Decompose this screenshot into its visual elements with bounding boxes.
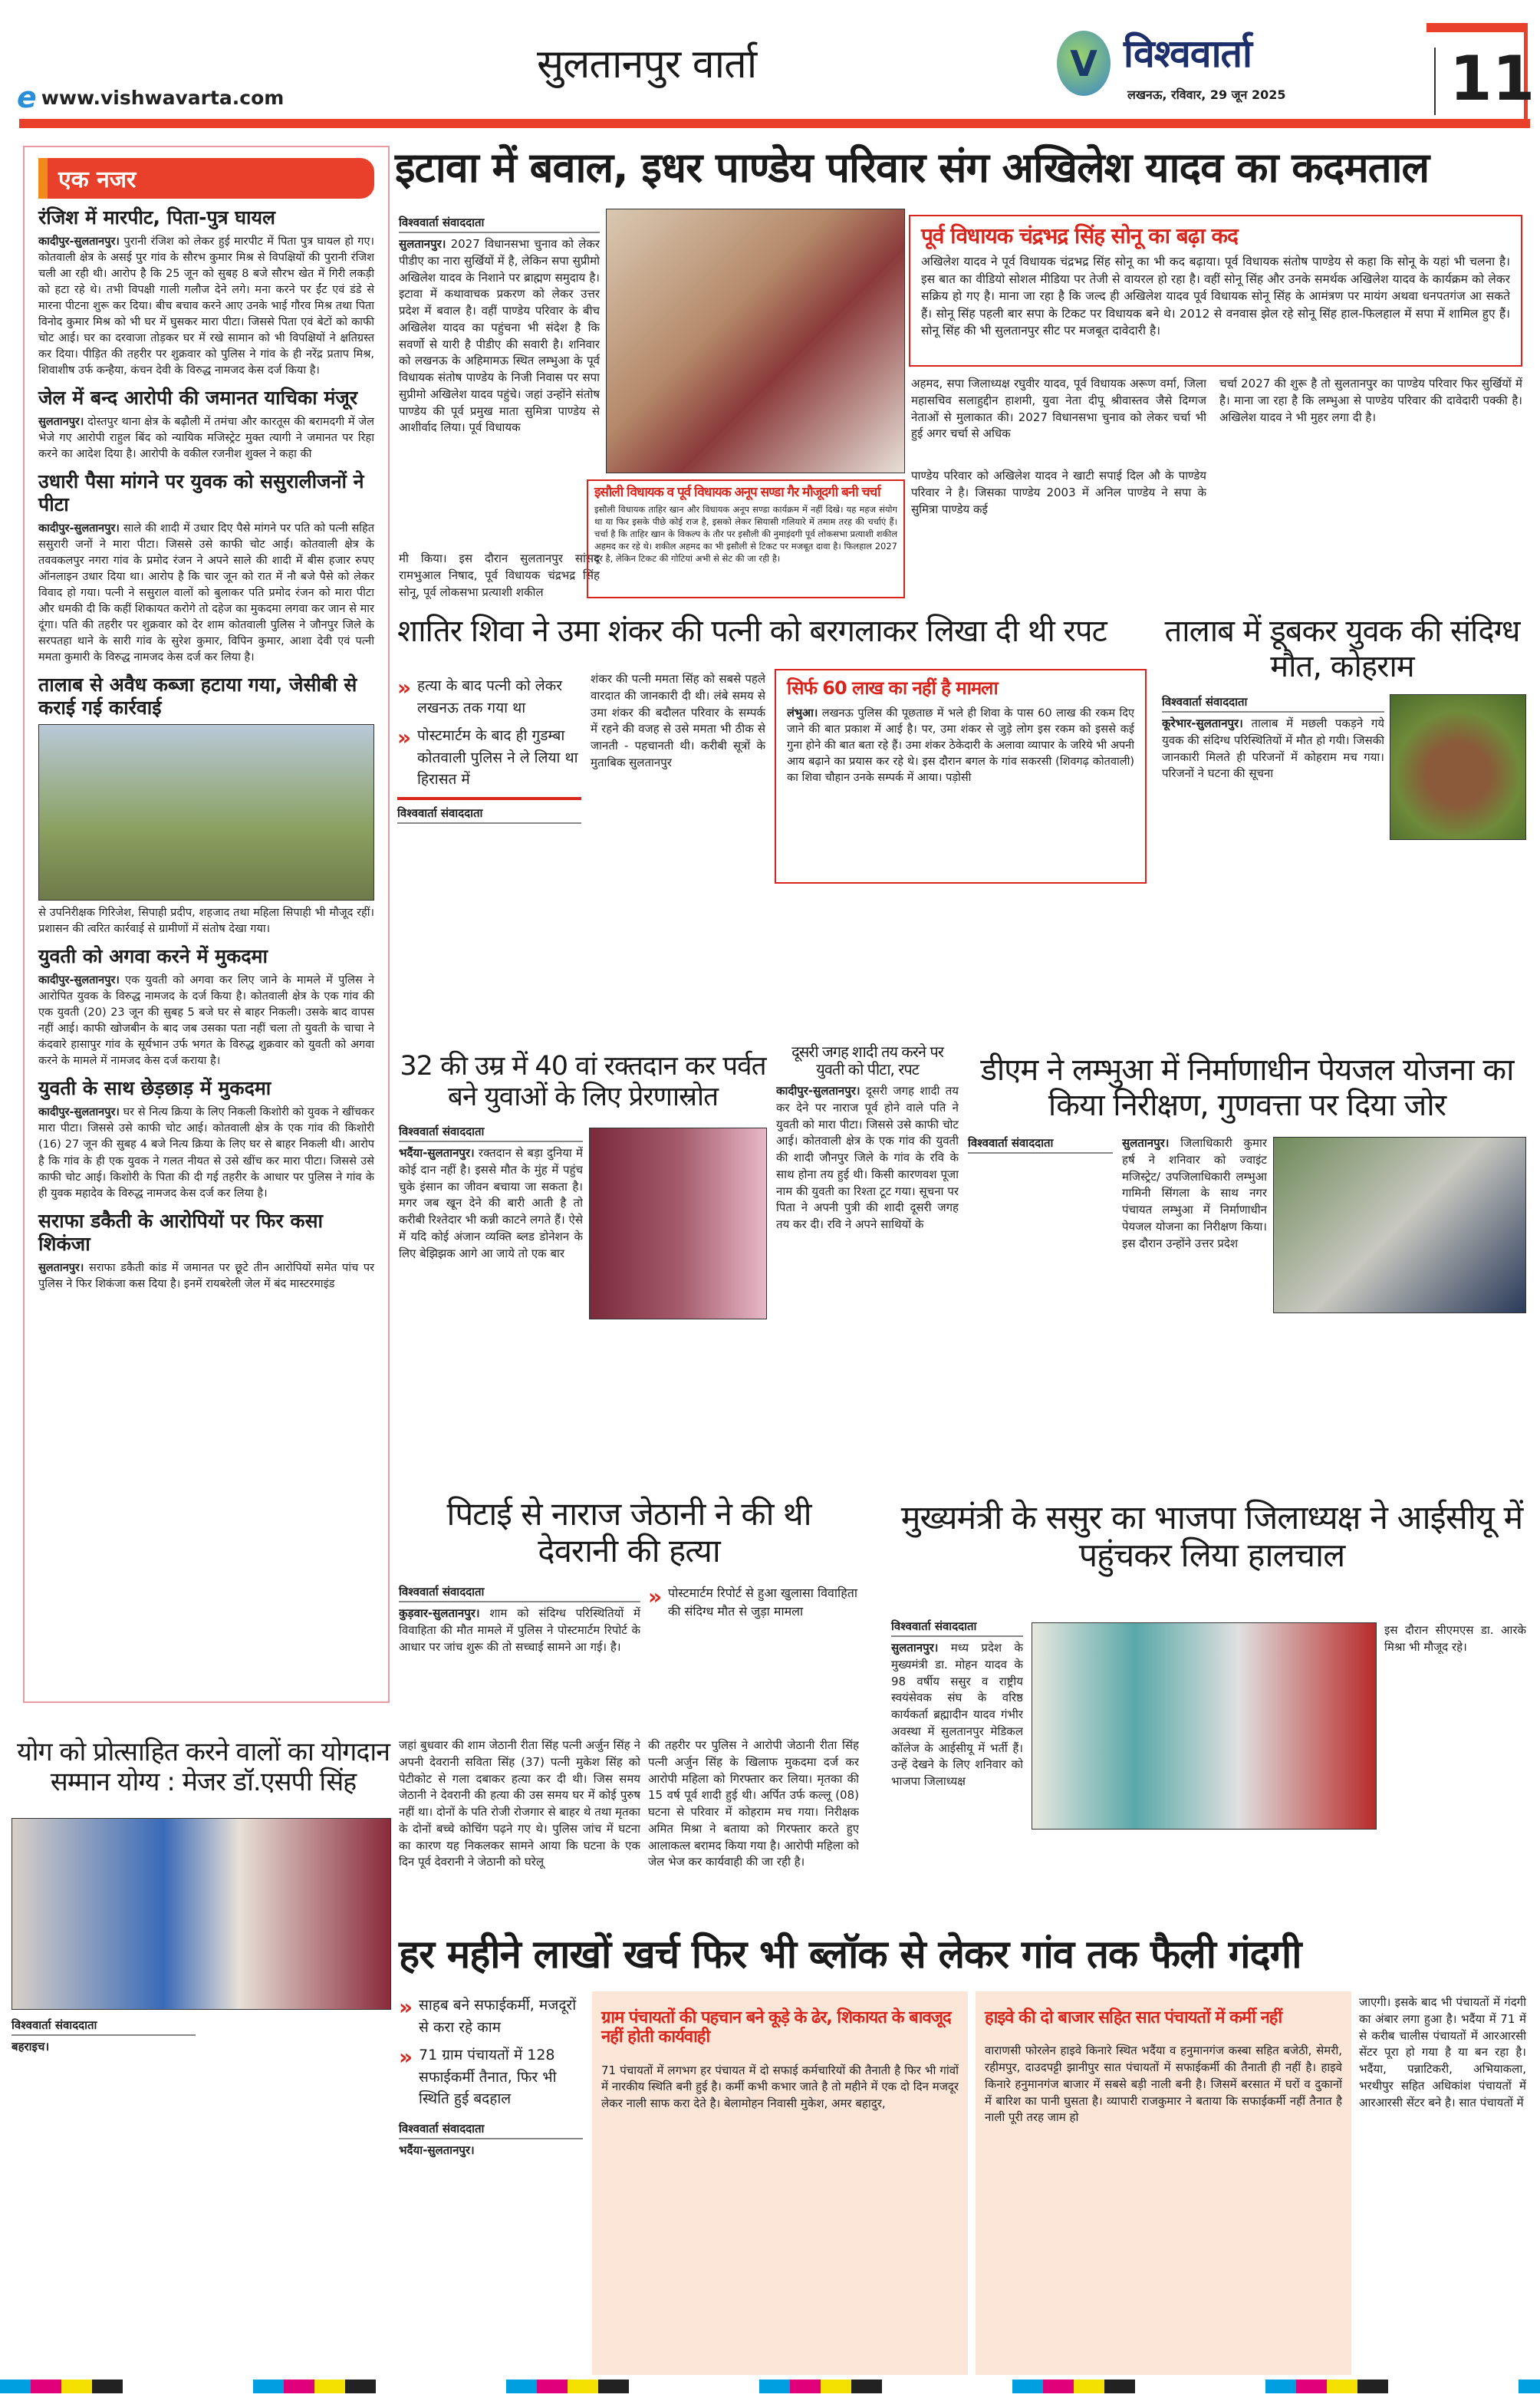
blood-headline: 32 की उम्र में 40 वां रक्तदान कर पर्वत बने युवाओं के लिए प्रेरणास्रोत bbox=[400, 1051, 766, 1113]
blood-text: विश्ववार्ता संवाददाता भदैंया-सुलतानपुर। रक्तदान से बड़ा दुनिया में कोई दान नहीं है। इससे मौत के मुंह में पहुंच चुके इंसान का जीवन बचाया जा सकता है। मगर जब खून देने की बारी आती है तो करीबी रिश्तेदार भी कन्नी काटने लगते हैं। ऐसे में यदि कोई अंजान व्यक्ति ब्लड डोनेशन के लिए बेझिझक आगे आ जाये तो एक बार bbox=[399, 1125, 583, 1260]
yoga-headline: योग को प्रोत्साहित करने वालों का योगदान सम्मान योग्य : मेजर डॉ.एसपी सिंह bbox=[16, 1737, 390, 1798]
jcb-photo bbox=[38, 724, 374, 901]
sidebar-story: उधारी पैसा मांगने पर युवक को ससुरालीजनों ने पीटा कादीपुर-सुलतानपुर। साले की शादी में उधार दिए पैसे मांगने पर पति को पत्नी सहित ससुरारी जनों ने मारा पीटा। जिससे उसे काफी चोट आई। कोतवाली क्षेत्र के तववकलपुर नगरा गांव के प्रमोद रंजन ने अपने साले की शादी में बीस हजार रुपए ऑनलाइन उधार दिया था। आरोप है कि चार जून को रात में नौ बजे पैसे को लेकर विवाद हो गया। पत्नी ने ससुराल वालों को बुलाकर पति प्रमोद रंजन को मारा पीटा और धमकी दी कि कहीं शिकायत करोगे तो दहेज का मुकदमा लगवा कर जान से मार दूंगा। पति की तहरीर पर शुक्रवार को देर शाम कोतवाली पुलिस ने जौनपुर जिले के सरपतहा थाने के सारी गांव के सुरेश कुमार, विपिन कुमार, आशा देवी एवं पत्नी ममता कुमारी के विरुद्ध नामजद केस दर्ज कर लिया है। bbox=[38, 470, 374, 664]
garbage-box1: ग्राम पंचायतों की पहचान बने कूड़े के ढेर, शिकायत के बावजूद नहीं होती कार्यवाही 71 पंचायतों में लगभग हर पंचायत में दो सफाई कर्मचारियों की तैनाती है फिर भी गांवों में नारकीय स्थिति बनी हुई है। कर्मी कभी कभार जाते है तो महीने में एक दो दिन मजदूर लेकर नाली साफ करा देते है। बेलामोहन निवासी मुकेश, अमर बहादुर, bbox=[592, 1991, 968, 2375]
divider bbox=[1434, 48, 1436, 115]
marriage-story: दूसरी जगह शादी तय करने पर युवती को पीटा, रपट कादीपुर-सुलतानपुर। दूसरी जगह शादी तय कर देने पर नाराज पूर्व होने वाले पति ने युवती को मारा पीटा। जिससे उसे काफी चोट आई। कोतवाली क्षेत्र के एक गांव की युवती की शादी जौनपुर जिले के गांव के रवि के साथ होना तय हुई थी। किसी कारणवश पूजा नाम की युवती का रिश्ता टूट गया। सूचना पर पिता ने अपनी पुत्री की शादी दूसरी जगह तय कर दी। रवि ने अपने साथियों के bbox=[776, 1042, 959, 1231]
sonu-box: पूर्व विधायक चंद्रभद्र सिंह सोनू का बढ़ा कद अखिलेश यादव ने पूर्व विधायक चंद्रभद्र सिंह सोनू का भी कद बढ़ाया। पूर्व विधायक संतोष पाण्डेय से कहा कि सोनू के यहां भी चलना है। इस बात का वीडियो सोशल मीडिया पर तेजी से वायरल हो रहा है। वहीं सोनू सिंह और उनके समर्थक अखिलेश यादव के कार्यक्रम को लेकर सक्रिय हो गए है। माना जा रहा है कि जल्द ही अखिलेश यादव पूर्व विधायक सोनू सिंह के आमंत्रण पर मायंग अथवा धनपतगंज आ सकते हैं। सोनू सिंह पहली बार सपा के टिकट पर विधायक बने थे। 2012 से वनवास झेल रहे सोनू सिंह हाल-फिलहाल में सपा में शामिल हुए हैं। सोनू सिंह की भी सुलतानपुर सीट पर मजबूत दावेदारी है। bbox=[909, 215, 1522, 367]
garbage-bullets: » साहब बने सफाईकर्मी, मजदूरों से करा रहे काम » 71 ग्राम पंचायतों में 128 सफाईकर्मी तैनात, फिर भी स्थिति हुई बदहाल विश्ववार्ता संवाददाता भदैंया-सुलतानपुर। bbox=[399, 1994, 583, 2159]
garbage-headline: हर महीने लाखों खर्च फिर भी ब्लॉक से लेकर गांव तक फैली गंदगी bbox=[399, 1932, 1301, 1978]
page-number: 11 bbox=[1450, 43, 1535, 114]
sidebar-story: युवती के साथ छेड़छाड़ में मुकदमा कादीपुर-सुलतानपुर। घर से नित्य क्रिया के लिए निकली किशोरी को युवक ने खींचकर मारा पीटा। जिससे उसे काफी चोट आई। कोतवाली क्षेत्र के एक गांव की किशोरी (16) 27 जून की सुबह 4 बजे नित्य क्रिया के लिए घर से बाहर निकली थी। आरोप है कि गांव के ही एक युवक ने गलत नीयत से उसे खींच कर मारा पीटा। जिससे उसे काफी चोट आई। किशोरी के पिता की दी गई तहरीर के आधार पर पुलिस ने गांव के ही युवक महादेव के विरुद्ध नामजद केस दर्ज कर लिया है। bbox=[38, 1077, 374, 1200]
sixty-lakh-box: सिर्फ 60 लाख का नहीं है मामला लंभुआ। लखनऊ पुलिस की पूछताछ में भले ही शिवा के पास 60 लाख की रकम दिए जाने की बात प्रकाश में आई है। पर, उमा शंकर से जुड़े लोग इस रकम को इससे कई गुना होने की बात बता रहे हैं। उमा शंकर ठेकेदारी के अलावा व्यापार के जरिये भी अपनी आय बढ़ाने का प्रयास कर रहे थे। इस दौरान बगल के गांव सकरसी (शिवगढ़ कोतवाली) का शिवा चौहान उनके सम्पर्क में आया। पड़ोसी bbox=[775, 669, 1147, 884]
website-link[interactable]: e www.vishwavarta.com bbox=[17, 81, 285, 114]
paper-name: विश्ववार्ता bbox=[1124, 31, 1252, 76]
jethani-headline: पिटाई से नाराज जेठानी ने की थी देवरानी की हत्या bbox=[446, 1495, 811, 1570]
isauli-box: इसौली विधायक व पूर्व विधायक अनूप सण्डा गैर मौजूदगी बनी चर्चा इसौली विधायक ताहिर खान और विधायक अनूप सण्डा कार्यक्रम में नहीं दिखे। यह महज संयोग था या फिर इसके पीछे कोई राज है, इसको लेकर सियासी गलियारे में तमाम तरह की चर्चाएं हैं। चर्चा है कि ताहिर खान के विकल्प के तौर पर इसौली की नुमाइंदगी पूर्व लोकसभा प्रत्याशी शकील अहमद कर रहे थे। शकील अहमद का भी इसौली से टिकट पर मजबूत दावा है। फिलहाल 2027 दूर है, लेकिन टिकट की गोटियां अभी से सेट की जा रही है। bbox=[587, 479, 905, 598]
cm-text: विश्ववार्ता संवाददाता सुलतानपुर। मध्य प्रदेश के मुख्यमंत्री डा. मोहन यादव के 98 वर्षीय ससुर व राष्ट्रीय स्वयंसेवक संघ के वरिष्ठ कार्यकर्ता ब्रह्मादीन यादव गंभीर अवस्था में सुलतानपुर मेडिकल कॉलेज के आईसीयू में भर्ती हैं। उन्हें देखने के लिए शनिवार को भाजपा जिलाध्यक्ष bbox=[891, 1619, 1023, 1788]
dateline: लखनऊ, रविवार, 29 जून 2025 bbox=[1127, 87, 1286, 102]
shiva-byline: विश्ववार्ता संवाददाता bbox=[397, 805, 581, 827]
pond-headline: तालाब में डूबकर युवक की संदिग्ध मौत, कोहराम bbox=[1164, 614, 1520, 684]
page-number-box bbox=[1426, 23, 1535, 124]
jethani-text: विश्ववार्ता संवाददाता कुड़वार-सुलतानपुर। शाम को संदिग्ध परिस्थितियों में विवाहिता की मौत मामले में पुलिस ने पोस्टमार्टम रिपोर्ट के आधार पर जांच शुरू की तो सच्चाई सामने आ गई। है। bbox=[399, 1585, 640, 1654]
sidebar-story: जेल में बन्द आरोपी की जमानत याचिका मंजूर सुलतानपुर। दोस्तपुर थाना क्षेत्र के बढ़ौली में तमंचा और कारतूस की बरामदगी में जेल भेजे गए आरोपी राहुल बिंद को न्यायिक मजिस्ट्रेट मुक्त त्यागी ने जमानत पर रिहा करने का आदेश दिया है। आरोपी के वकील रजनीश शुक्ल ने कहा की bbox=[38, 387, 374, 461]
browser-e-icon: e bbox=[17, 81, 37, 114]
sidebar-label: एक नजर bbox=[38, 158, 374, 199]
garbage-right: जाएगी। इसके बाद भी पंचायतों में गंदगी का अंबार लगा हुआ है। भदैंया में 71 में से करीब चालीस पंचायतों में आरआरसी सेंटर पूरा हो गया है या बन रहा है। भदैंया, पन्नाटिकरी, अभियाकला, भरथीपुर सहित अधिकांश पंचायतों में आरआरसी सेंटर बने है। सात पंचायतों में bbox=[1359, 1995, 1526, 2110]
dm-text: विश्ववार्ता संवाददाता सुलतानपुर। जिलाधिकारी कुमार हर्ष ने शनिवार को ज्वाइंट मजिस्ट्रेट/ उपजिलाधिकारी लम्भुआ गामिनी सिंगला के साथ नगर पंचायत लम्भुआ में निर्माणाधीन पेयजल योजना का निरीक्षण किया। इस दौरान उन्होंने उत्तर प्रदेश bbox=[968, 1136, 1267, 1250]
jethani-text2: जहां बुधवार की शाम जेठानी रीता सिंह पत्नी अर्जुन सिंह ने अपनी देवरानी सविता सिंह (37) पत्नी मुकेश सिंह को पेटीकोट से गला दबाकर हत्या कर दी थी। जिस समय जेठानी ने देवरानी की हत्या की उस समय घर में कोई पुरुष नहीं था। दोनों के पति रोजी रोजगार से बाहर थे तथा मृतका के दोनों बच्चे कोचिंग पढ़ने गए थे। पुलिस जांच में घटना का कारण यह निकलकर सामने आया कि घटना के एक दिन पूर्व देवरानी ने जेठानी को घरेलू bbox=[399, 1738, 640, 1869]
sidebar-story: रंजिश में मारपीट, पिता-पुत्र घायल कादीपुर-सुलतानपुर। पुरानी रंजिश को लेकर हुई मारपीट में पिता पुत्र घायल हो गए। कोतवाली क्षेत्र के असई पुर गांव के सौरभ कुमार मिश्र से विपक्षियों की पुरानी रंजिश चली आ रही थी। आरोप है कि 25 जून को सुबह 8 बजे सौरभ खेत में गिरी लकड़ी को हटा रहे थे। तभी विपक्षी गाली गलौज देने लगे। मना करने पर ईंट एवं डंडे से मारना पीटना शुरू कर दिया। बीच बचाव करने आए उनके भाई गौरव मिश्र तथा पिता विनोद कुमार मिश्र को भी घर में घुसकर मारा पीटा। जिससे पिता एवं बेटों को काफी चोट आई। घर का दरवाजा तोड़कर घर में रखे सामान को भी विपक्षियों ने क्षतिग्रस्त कर दिया। पीड़ित की तहरीर पर शुक्रवार को पुलिस ने गांव के ही नरेंद्र प्रताप मिश्र, शिवाशीष उर्फ कन्हैया, कंचन देवी के विरुद्ध नामजद केस दर्ज किया है। bbox=[38, 206, 374, 377]
cm-text2: इस दौरान सीएमएस डा. आरके मिश्रा भी मौजूद रहे। bbox=[1384, 1623, 1526, 1654]
header-rule bbox=[19, 119, 1530, 128]
jethani-text3: की तहरीर पर पुलिस ने आरोपी जेठानी रीता सिंह पत्नी अर्जुन सिंह के खिलाफ मुकदमा दर्ज कर आरोपी महिला को गिरफ्तार कर लिया। मृतका की 15 वर्ष पूर्व शादी हुई थी। अर्पित उर्फ कल्लू (08) घटना से परिवार में कोहराम मच गया। निरीक्षक अमित मिश्रा ने बताया को गिरफ्तार करते हुए आलाकत्ल बरामद किया गया है। आरोपी महिला को जेल भेज कर कार्यवाही की जा रही है। bbox=[648, 1738, 859, 1869]
dm-headline: डीएम ने लम्भुआ में निर्माणाधीन पेयजल योजना का किया निरीक्षण, गुणवत्ता पर दिया जोर bbox=[980, 1052, 1514, 1123]
akhilesh-group-photo bbox=[606, 209, 905, 473]
victim-photo bbox=[1390, 694, 1526, 840]
blood-donation-photo bbox=[589, 1128, 767, 1319]
dm-inspection-photo bbox=[1273, 1137, 1526, 1313]
lead-col3b: पाण्डेय परिवार को अखिलेश यादव ने खाटी सपाई दिल औ के पाण्डेय परिवार ने है। जिसका पाण्डेय 2003 में अनिल पाण्डेय ने सपा के सुमित्रा पाण्डेय कई bbox=[911, 469, 1206, 516]
section-title: सुलतानपुर वार्ता bbox=[537, 41, 757, 87]
sidebar-story: युवती को अगवा करने में मुकदमा कादीपुर-सुलतानपुर। एक युवती को अगवा कर लिए जाने के मामले में पुलिस ने आरोपित युवक के विरुद्ध नामजद के दर्ज किया है। कोतवाली क्षेत्र के एक गांव की एक युवती (20) 23 जून की सुबह 5 बजे घर से बाहर निकली। उसके बाद वापस नहीं आई। काफी खोजबीन के बाद जब उसका पता नहीं चला तो युवती के चाचा ने कंदवारे हासापुर गांव के सूर्यभान उर्फ भगत के विरुद्ध शुक्रवार को युवती को अगवा करने के मामले में नामजद केस दर्ज कराया है। bbox=[38, 945, 374, 1068]
ek-nazar-sidebar bbox=[23, 146, 390, 1703]
pond-text: विश्ववार्ता संवाददाता कूरेभार-सुलतानपुर। तालाब में मछली पकड़ने गये युवक की संदिग्ध परिस्थितियों में मौत हो गयी। जिसकी जानकारी मिलते ही परिजनों में कोहराम मच गया। परिजनों ने घटना की सूचना bbox=[1162, 695, 1384, 781]
shiva-bullets: » हत्या के बाद पत्नी को लेकर लखनऊ तक गया था » पोस्टमार्टम के बाद ही गुडम्बा कोतवाली पुलिस ने ले लिया था हिरासत में bbox=[397, 675, 581, 800]
print-color-strip bbox=[0, 2380, 1540, 2393]
icu-visit-photo bbox=[1032, 1622, 1377, 1830]
lead-headline: इटावा में बवाल, इधर पाण्डेय परिवार संग अखिलेश यादव का कदमताल bbox=[395, 143, 1430, 192]
shiva-headline: शातिर शिवा ने उमा शंकर की पत्नी को बरगलाकर लिखा दी थी रपट bbox=[397, 614, 1107, 649]
divider bbox=[397, 797, 581, 800]
jethani-bullet: » पोस्टमार्टम रिपोर्ट से हुआ खुलासा विवाहिता की संदिग्ध मौत से जुड़ा मामला bbox=[648, 1584, 859, 1621]
masthead bbox=[0, 0, 1540, 130]
shiva-text: शंकर की पत्नी ममता सिंह को सबसे पहले वारदात की जानकारी दी थी। लंबे समय से उमा शंकर की बदौलत परिवार के सम्पर्क में रहने की वजह से उसे ममता भी ठीक से जानती - पहचानती थी। करीबी सूत्रों के मुताबिक सुलतानपुर bbox=[591, 672, 765, 769]
cm-headline: मुख्यमंत्री के ससुर का भाजपा जिलाध्यक्ष ने आईसीयू में पहुंचकर लिया हालचाल bbox=[900, 1499, 1523, 1576]
lead-col1: विश्ववार्ता संवाददाता सुलतानपुर। 2027 विधानसभा चुनाव को लेकर पीडीए का नारा सुर्खियों में है, लेकिन सपा सुप्रीमो अखिलेश यादव के निशाने पर ब्राह्मण समुदाय है। इटावा में कथावाचक प्रकरण को लेकर उत्तर प्रदेश में बवाल है। वहीं पाण्डेय परिवार के बीच अखिलेश यादव का पहुंचना भी संदेश है कि सवर्णो से यारी है पीडीए की सवारी है। शनिवार को लखनऊ के अहिमामऊ स्थित लम्भुआ के पूर्व विधायक संतोष पाण्डेय के निजी निवास पर सपा सुप्रीमो अखिलेश यादव पहुंचे। जहां उन्होंने संतोष पाण्डेय की पूर्व प्रमुख माता सुमित्रा पाण्डेय से आशीर्वाद लिया। पूर्व विधायक मी किया। इस दौरान सुलतानपुर सांसद रामभुआल निषाद, पूर्व विधायक चंद्रभद्र सिंह सोनू, पूर्व लोकसभा प्रत्याशी शकील bbox=[399, 216, 600, 599]
sidebar-story: तालाब से अवैध कब्जा हटाया गया, जेसीबी से कराई गई कार्रवाई से उपनिरीक्षक गिरिजेश, सिपाही प्रदीप, शहजाद तथा महिला सिपाही भी मौजूद रहीं। प्रशासन की त्वरित कार्रवाई से ग्रामीणों में संतोष देखा गया। bbox=[38, 674, 374, 936]
lead-col3: अहमद, सपा जिलाध्यक्ष रघुवीर यादव, पूर्व विधायक अरूण वर्मा, जिला महासचिव सलाहुद्दीन हाशमी, युवा नेता दीपू श्रीवास्तव जैसे दिग्गज नेताओं से मुलाकात की। 2027 विधानसभा चुनाव को लेकर चर्चा भी हुई अगर चर्चा से अधिक bbox=[911, 377, 1206, 441]
logo: V bbox=[1057, 31, 1111, 96]
garbage-box2: हाइवे की दो बाजार सहित सात पंचायतों में कर्मी नहीं वाराणसी फोरलेन हाइवे किनारे स्थित भदैंया व हनुमानगंज कस्बा सहित बजेठी, सेमरी, रहीमपुर, दाउदपट्टी झानीपुर सात पंचायतों में सफाईकर्मी की तैनाती ही नहीं है। हाइवे किनारे हनुमानगंज बाजार में सबसे बड़ी नाली बनी है। जिसमें बरसात में घरों व दुकानों में बारिश का पानी घुसता है। व्यापारी राजकुमार ने बताया कि सफाईकर्मी नहीं तैनात है नाली पूरी तरह जाम हो bbox=[976, 1991, 1351, 2375]
lead-col4: चर्चा 2027 की शुरू है तो सुलतानपुर का पाण्डेय परिवार फिर सुर्खियों में है। माना जा रहा है कि लम्भुआ से पाण्डेय परिवार की दावेदारी पक्की है। अखिलेश यादव ने भी मुहर लगा दी है। bbox=[1219, 377, 1522, 424]
yoga-award-photo bbox=[12, 1818, 391, 2010]
yoga-text: विश्ववार्ता संवाददाता बहराइच। bbox=[12, 2017, 391, 2056]
sidebar-story: सराफा डकैती के आरोपियों पर फिर कसा शिकंजा सुलतानपुर। सराफा डकैती कांड में जमानत पर छूटे तीन आरोपियों समेत पांच पर पुलिस ने फिर शिकंजा कस दिया है। इनमें रायबरेली जेल में बंद मास्टरमाइंड bbox=[38, 1209, 374, 1290]
